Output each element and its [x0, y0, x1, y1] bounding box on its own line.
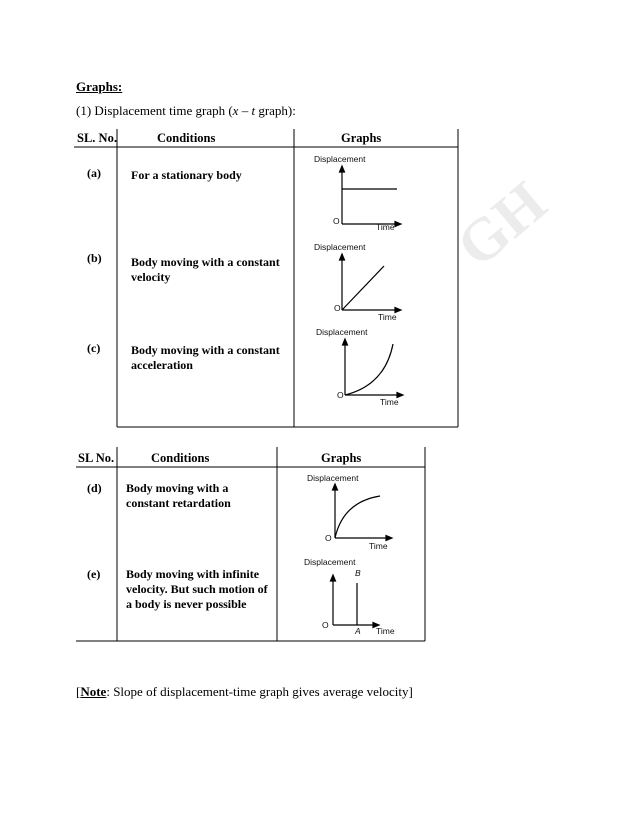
table2-row-e-sl: (e) — [87, 567, 101, 581]
subsection-prefix: (1) Displacement time graph ( — [76, 103, 233, 118]
graph-c-xlabel: Time — [380, 397, 399, 407]
graph-d-xlabel: Time — [369, 541, 388, 551]
note — [76, 684, 413, 700]
table1-row-a-sl: (a) — [87, 166, 101, 180]
table2-header-conditions: Conditions — [151, 451, 210, 465]
table2-row-d-sl: (d) — [87, 481, 102, 495]
table1-header-sl: SL. No. — [77, 131, 117, 145]
table1-header-graphs: Graphs — [341, 131, 382, 145]
graph-d-origin: O — [325, 533, 332, 543]
graph-b-ylabel: Displacement — [314, 242, 366, 252]
graph-a-ylabel: Displacement — [314, 154, 366, 164]
table1-row-b-sl: (b) — [87, 251, 102, 265]
graph-a — [340, 166, 402, 227]
graph-e-origin: O — [322, 620, 329, 630]
table1-row-b-condition: Body moving with a constant velocity — [131, 255, 280, 284]
graph-c-ylabel: Displacement — [316, 327, 368, 337]
watermark: GH — [444, 168, 559, 280]
graph-c-origin: O — [337, 390, 344, 400]
section-heading: Graphs: — [76, 79, 123, 94]
graph-a-origin: O — [333, 216, 340, 226]
graph-e-point-a: A — [355, 626, 361, 636]
note-text: : Slope of displacement-time graph gives average velocity] — [106, 684, 413, 699]
graph-e-point-b: B — [355, 568, 361, 578]
note-label: Note — [80, 684, 107, 699]
graph-b — [340, 254, 402, 313]
table1-header-conditions: Conditions — [157, 131, 216, 145]
subsection-suffix: graph): — [255, 103, 296, 118]
graph-a-xlabel: Time — [376, 222, 395, 232]
table1-row-a-condition: For a stationary body — [131, 168, 242, 182]
table2-row-d-condition: Body moving with a constant retardation — [126, 481, 231, 510]
graph-e — [331, 575, 380, 628]
table1-row-c-condition: Body moving with a constant acceleration — [131, 343, 280, 372]
graph-b-xlabel: Time — [378, 312, 397, 322]
graph-c — [343, 339, 404, 398]
graph-e-xlabel: Time — [376, 626, 395, 636]
table1-row-c-sl: (c) — [87, 341, 101, 355]
table2-header-sl: SL No. — [78, 451, 115, 465]
graph-d — [333, 484, 393, 541]
graph-d-ylabel: Displacement — [307, 473, 359, 483]
graph-e-ylabel: Displacement — [304, 557, 356, 567]
subsection-variable: x – t — [232, 103, 256, 118]
graph-b-origin: O — [334, 303, 341, 313]
table2-row-e-condition: Body moving with infinite velocity. But such motion of a body is never possible — [126, 567, 268, 611]
note-open-bracket: [ — [76, 684, 81, 699]
table2-header-graphs: Graphs — [321, 451, 362, 465]
